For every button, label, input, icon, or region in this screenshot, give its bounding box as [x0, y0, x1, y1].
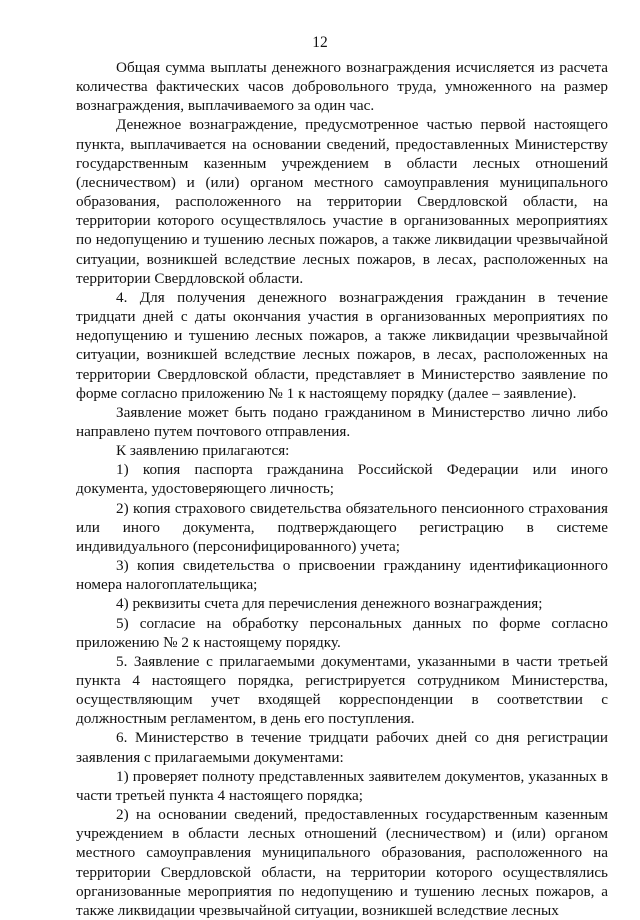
document-body — [76, 58, 608, 920]
list-item: 2) на основании сведений, предоставленных государственным казенным учреждением в области лесных отношений (лесничеством) и (или) органом местного самоуправления муниципального образования, расположенного на территории Свердловской области, на территории которого осуществлялись организованные мероприятия по недопущению и тушению лесных пожаров, а также ликвидации чрезвычайной ситуации, возникшей вследствие лесных — [76, 806, 608, 919]
list-item: 1) проверяет полноту представленных заявителем документов, указанных в части третьей пункта 4 настоящего порядка; — [76, 767, 608, 804]
paragraph: 6. Министерство в течение тридцати рабочих дней со дня регистрации заявления с прилагаемыми документами: — [76, 729, 608, 766]
paragraph: Денежное вознаграждение, предусмотренное частью первой настоящего пункта, выплачивается на основании сведений, предоставленных Министерству государственным казенным учреждением в области лесных отношений (лесничеством) и (или) органом местного самоуправления муниципального образования, расположенного на территории Свердловской области, на территории которого осуществлялось участие в организованных мероприятиях по недопущению и тушению лесных пожаров, а также ликвидации чрезвычайной ситуации, возникшей вследствие лесных пожаров, в лесах, расположенных на территории Свердловской области. — [76, 116, 608, 287]
paragraph: Заявление может быть подано гражданином в Министерство лично либо направлено путем почтового отправления. — [76, 403, 608, 440]
list-item: 1) копия паспорта гражданина Российской Федерации или иного документа, удостоверяющего личность; — [76, 461, 608, 498]
paragraph: 5. Заявление с прилагаемыми документами, указанными в части третьей пункта 4 настоящего порядка, регистрируется сотрудником Министерства, осуществляющим учет входящей корреспонденции в соответствии с должностным регламентом, в день его поступления. — [76, 652, 608, 728]
list-item: 2) копия страхового свидетельства обязательного пенсионного страхования или иного документа, подтверждающего регистрацию в системе индивидуального (персонифицированного) учета; — [76, 499, 608, 555]
page-number: 12 — [312, 34, 328, 51]
list-item: 3) копия свидетельства о присвоении гражданину идентификационного номера налогоплательщика; — [76, 557, 608, 594]
paragraph: К заявлению прилагаются: — [116, 442, 290, 460]
list-item: 4) реквизиты счета для перечисления денежного вознаграждения; — [116, 595, 543, 613]
list-item: 5) согласие на обработку персональных данных по форме согласно приложению № 2 к настоящему порядку. — [76, 614, 608, 651]
paragraph: 4. Для получения денежного вознаграждения гражданин в течение тридцати дней с даты окончания участия в организованных мероприятиях по недопущению и тушению лесных пожаров, а также ликвидации чрезвычайной ситуации, возникшей вследствие лесных пожаров, в лесах, расположенных на территории Свердловской области, представляет в Министерство заявление по форме согласно приложению № 1 к настоящему порядку (далее – заявление). — [76, 288, 608, 402]
paragraph: Общая сумма выплаты денежного вознаграждения исчисляется из расчета количества фактических часов добровольного труда, умноженного на размер вознаграждения, выплачиваемого за один час. — [76, 59, 608, 115]
